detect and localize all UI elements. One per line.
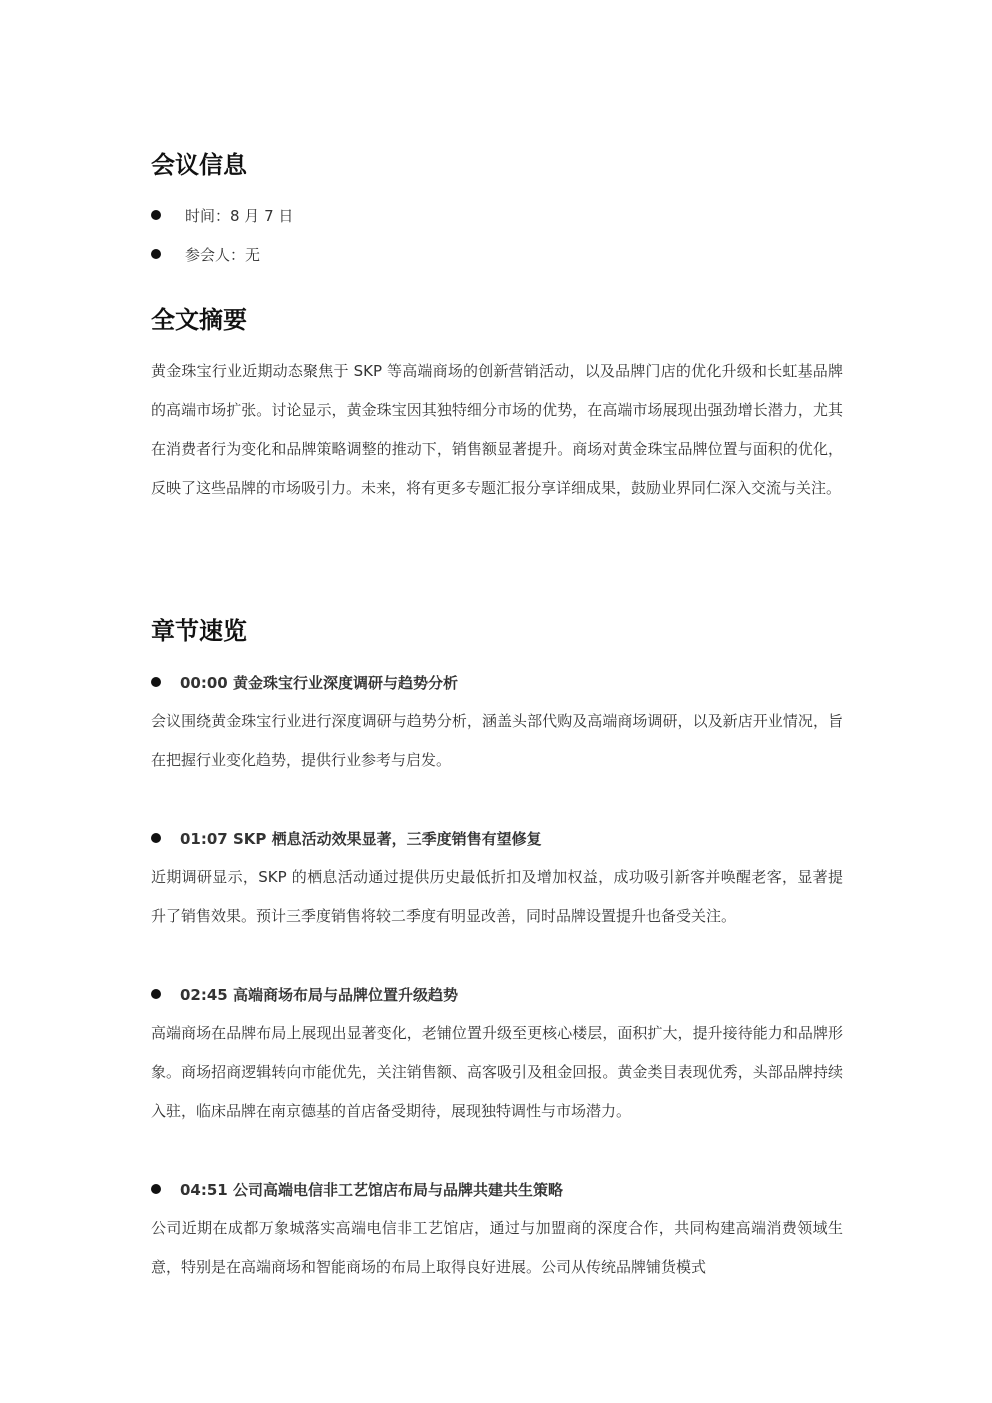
chapter-body: 高端商场在品牌布局上展现出显著变化，老铺位置升级至更核心楼层，面积扩大，提升接待能力和品牌形象。商场招商逻辑转向市能优先，关注销售额、高客吸引及租金回报。黄金类目表现优秀，头部品牌持续入驻，临床品牌在南京德基的首店备受期待，展现独特调性与市场潜力。 [151, 1024, 843, 1120]
chapter-title: 04:51 公司高端电信非工艺馆店布局与品牌共建共生策略 [180, 1180, 563, 1199]
chapter-title-row [151, 670, 851, 694]
summary-paragraph: 黄金珠宝行业近期动态聚焦于 SKP 等高端商场的创新营销活动，以及品牌门店的优化升级和长虹基品牌的高端市场扩张。讨论显示，黄金珠宝因其独特细分市场的优势，在高端市场展现出强劲增长潜力，尤其在消费者行为变化和品牌策略调整的推动下，销售额显著提升。商场对黄金珠宝品牌位置与面积的优化，反映了这些品牌的市场吸引力。未来，将有更多专题汇报分享详细成果，鼓励业界同仁深入交流与关注。 [151, 362, 843, 497]
meeting-info-item-time [151, 203, 851, 227]
chapter-body: 近期调研显示，SKP 的栖息活动通过提供历史最低折扣及增加权益，成功吸引新客并唤醒老客，显著提升了销售效果。预计三季度销售将较二季度有明显改善，同时品牌设置提升也备受关注。 [151, 868, 843, 925]
chapter-title: 01:07 SKP 栖息活动效果显著，三季度销售有望修复 [180, 829, 542, 848]
bullet-icon [151, 249, 161, 259]
bullet-icon [151, 989, 161, 999]
bullet-icon [151, 1184, 161, 1194]
chapter-body: 会议围绕黄金珠宝行业进行深度调研与趋势分析，涵盖头部代购及高端商场调研，以及新店开业情况，旨在把握行业变化趋势，提供行业参考与启发。 [151, 712, 843, 769]
chapter-title-row [151, 982, 851, 1006]
bullet-icon [151, 677, 161, 687]
chapter-title: 00:00 黄金珠宝行业深度调研与趋势分析 [180, 673, 458, 692]
meeting-info-item-attendees [151, 242, 851, 266]
summary-heading: 全文摘要 [151, 306, 247, 334]
chapter-title-row [151, 826, 851, 850]
chapter-body: 公司近期在成都万象城落实高端电信非工艺馆店，通过与加盟商的深度合作，共同构建高端消费领域生意，特别是在高端商场和智能商场的布局上取得良好进展。公司从传统品牌铺货模式 [151, 1219, 843, 1276]
bullet-icon [151, 210, 161, 220]
chapter-title-row [151, 1177, 851, 1201]
bullet-icon [151, 833, 161, 843]
meeting-info-heading: 会议信息 [151, 151, 247, 179]
chapter-title: 02:45 高端商场布局与品牌位置升级趋势 [180, 985, 458, 1004]
chapters-heading: 章节速览 [151, 617, 247, 645]
meeting-attendees-text: 参会人：无 [185, 245, 261, 264]
meeting-time-text: 时间：8 月 7 日 [185, 206, 294, 225]
